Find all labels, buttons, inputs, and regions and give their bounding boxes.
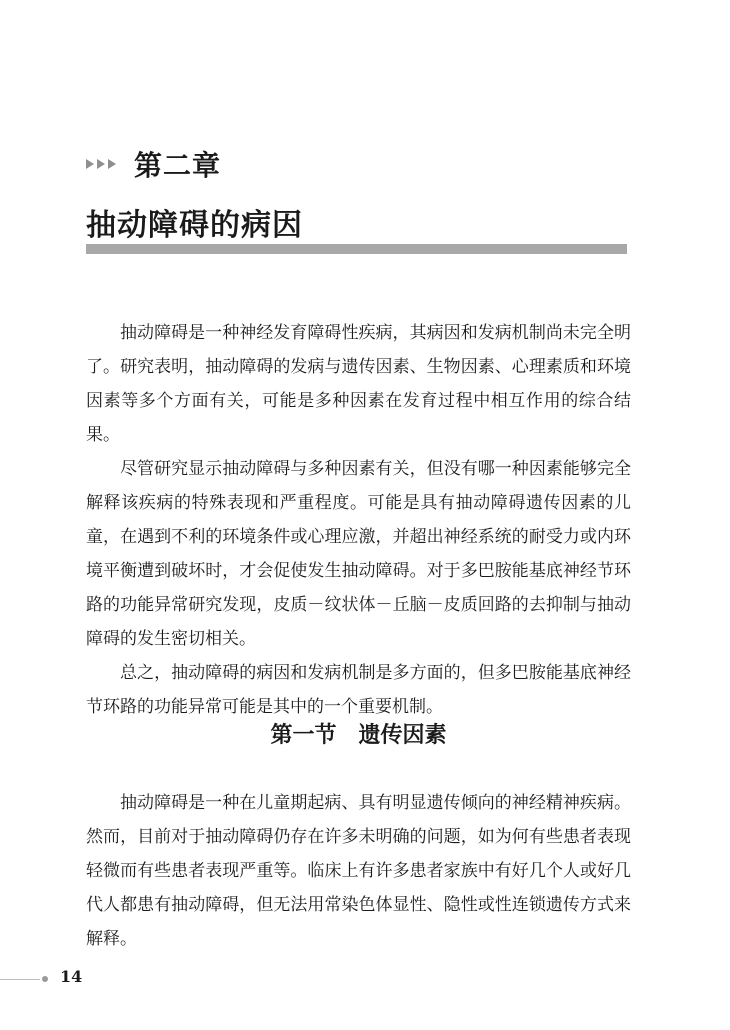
chapter-label: 第二章: [134, 149, 222, 182]
paragraph: 尽管研究显示抽动障碍与多种因素有关，但没有哪一种因素能够完全解释该疾病的特殊表现和严重程度。可能是具有抽动障碍遗传因素的儿童，在遇到不利的环境条件或心理应激，并超出神经系统的耐受力或内环境平衡遭到破坏时，才会促使发生抽动障碍。对于多巴胺能基底神经节环路的功能异常研究发现，皮质－纹状体－丘脑－皮质回路的去抑制与抽动障碍的发生密切相关。: [86, 459, 631, 649]
footer-dot-icon: [42, 976, 48, 982]
title-underline-bar: [86, 244, 627, 254]
intro-text-block: [86, 316, 631, 724]
arrow-icon: [86, 159, 94, 169]
arrow-icon: [108, 159, 116, 169]
chapter-arrows-icon: [86, 159, 116, 169]
chapter-title: 抽动障碍的病因: [86, 208, 303, 243]
paragraph: 抽动障碍是一种神经发育障碍性疾病，其病因和发病机制尚未完全明了。研究表明，抽动障碍的发病与遗传因素、生物因素、心理素质和环境因素等多个方面有关，可能是多种因素在发育过程中相互作用的综合结果。: [86, 323, 631, 445]
arrow-icon: [97, 159, 105, 169]
paragraph: 抽动障碍是一种在儿童期起病、具有明显遗传倾向的神经精神疾病。然而，目前对于抽动障碍仍存在许多未明确的问题，如为何有些患者表现轻微而有些患者表现严重等。临床上有许多患者家族中有好几个人或好几代人都患有抽动障碍，但无法用常染色体显性、隐性或性连锁遗传方式来解释。: [86, 793, 631, 949]
chapter-header: [86, 146, 221, 182]
section-heading: 第一节 遗传因素: [270, 722, 447, 748]
page-number: 14: [60, 967, 83, 986]
footer-rule: [0, 979, 40, 980]
paragraph: 总之，抽动障碍的病因和发病机制是多方面的，但多巴胺能基底神经节环路的功能异常可能是其中的一个重要机制。: [86, 663, 631, 717]
section-text-block: [86, 786, 631, 956]
